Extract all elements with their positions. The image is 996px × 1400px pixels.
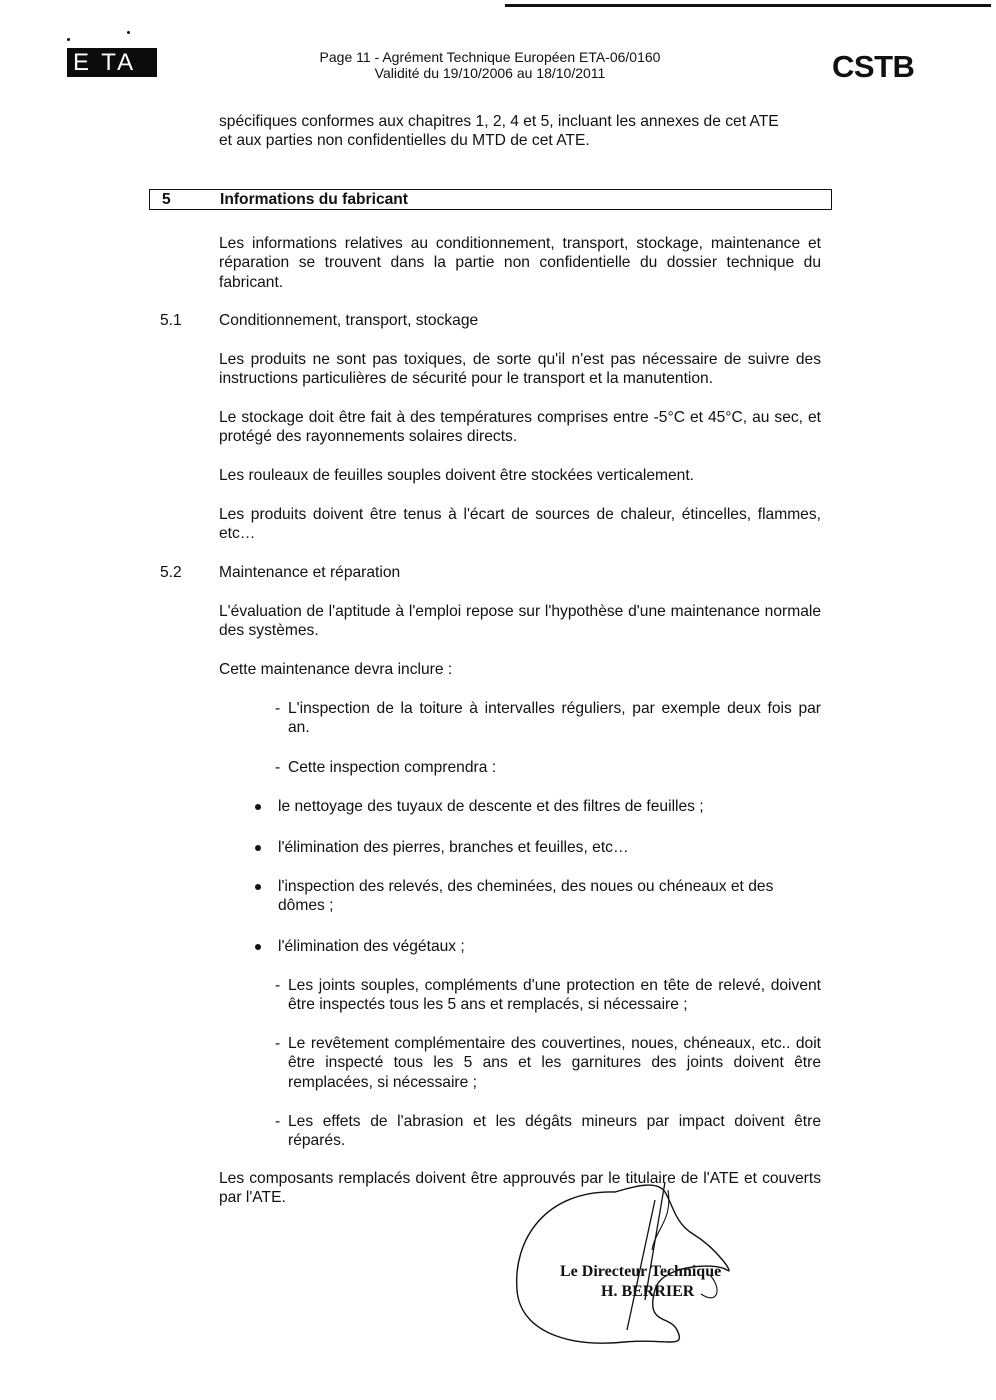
paragraph: Les rouleaux de feuilles souples doivent être stockées verticalement. xyxy=(219,467,695,484)
logo-mark-dot xyxy=(67,38,70,41)
dash-marker: - xyxy=(275,977,281,994)
eta-logo: E TA xyxy=(67,48,157,77)
bullet-dot xyxy=(255,804,261,810)
header-page-title: Page 11 - Agrément Technique Européen ETA-06/0160 xyxy=(319,49,661,65)
paragraph: Les produits doivent être tenus à l'écart de sources de chaleur, étincelles, flammes, etc… xyxy=(219,506,821,543)
dash-item-text: Les joints souples, compléments d'une protection en tête de relevé, doivent être inspectés tous les 5 ans et remplacés, si nécessaire ; xyxy=(288,977,821,1014)
dash-list-item xyxy=(275,699,821,738)
dash-list-item xyxy=(275,1112,821,1151)
dash-marker: - xyxy=(275,759,281,776)
dash-item-text: Le revêtement complémentaire des couvertines, noues, chéneaux, etc.. doit être inspecté tous les 5 ans et les garnitures des joints doivent être remplacées, si nécessaire ; xyxy=(288,1035,821,1091)
dash-list-item xyxy=(275,976,821,1015)
dash-marker: - xyxy=(275,1035,281,1052)
signature-stamp-name: H. BERRIER xyxy=(601,1283,695,1300)
subsection-number: 5.2 xyxy=(160,564,182,581)
dash-item-text: L'inspection de la toiture à intervalles réguliers, par exemple deux fois par an. xyxy=(288,700,821,737)
bullet-list-item: l'élimination des végétaux ; xyxy=(278,938,465,955)
section-number: 5 xyxy=(162,191,171,208)
signature-stamp-title: Le Directeur Technique xyxy=(560,1263,722,1280)
subsection-number: 5.1 xyxy=(160,312,182,329)
subsection-title: Maintenance et réparation xyxy=(219,564,401,581)
dash-item-text: Les effets de l'abrasion et les dégâts mineurs par impact doivent être réparés. xyxy=(288,1113,821,1150)
dash-list-item xyxy=(275,758,821,777)
intro-line: et aux parties non confidentielles du MTD de cet ATE. xyxy=(219,132,590,150)
top-border-line xyxy=(505,4,991,7)
paragraph: Cette maintenance devra inclure : xyxy=(219,661,453,678)
logo-mark-dot xyxy=(127,31,130,34)
intro-paragraph xyxy=(219,112,821,151)
dash-marker: - xyxy=(275,700,281,717)
intro-line: spécifiques conformes aux chapitres 1, 2, 4 et 5, incluant les annexes de cet ATE xyxy=(219,113,779,130)
header-validity: Validité du 19/10/2006 au 18/10/2011 xyxy=(374,65,606,81)
cstb-logo: CSTB xyxy=(832,49,915,84)
bullet-dot xyxy=(255,845,261,851)
paragraph: Le stockage doit être fait à des températures comprises entre -5°C et 45°C, au sec, et protégé des rayonnements solaires directs. xyxy=(219,409,821,446)
bullet-dot xyxy=(255,944,261,950)
paragraph: L'évaluation de l'aptitude à l'emploi repose sur l'hypothèse d'une maintenance normale des systèmes. xyxy=(219,603,821,640)
dash-list-item xyxy=(275,1034,821,1092)
bullet-list-item: l'inspection des relevés, des cheminées, des noues ou chéneaux et des dômes ; xyxy=(278,878,774,915)
closing-paragraph: Les composants remplacés doivent être approuvés par le titulaire de l'ATE et couverts par l'ATE. xyxy=(219,1170,821,1207)
bullet-list-item: l'élimination des pierres, branches et feuilles, etc… xyxy=(278,839,629,856)
section-title: Informations du fabricant xyxy=(220,191,409,208)
section-heading-box xyxy=(149,189,832,210)
section-intro-paragraph: Les informations relatives au conditionnement, transport, stockage, maintenance et réparation se trouvent dans la partie non confidentielle du dossier technique du fabricant. xyxy=(219,235,821,291)
bullet-list-item: le nettoyage des tuyaux de descente et des filtres de feuilles ; xyxy=(278,798,704,815)
dash-marker: - xyxy=(275,1113,281,1130)
paragraph: Les produits ne sont pas toxiques, de sorte qu'il n'est pas nécessaire de suivre des instructions particulières de sécurité pour le transport et la manutention. xyxy=(219,351,821,388)
subsection-title: Conditionnement, transport, stockage xyxy=(219,312,479,329)
bullet-dot xyxy=(255,884,261,890)
dash-item-text: Cette inspection comprendra : xyxy=(288,759,497,776)
